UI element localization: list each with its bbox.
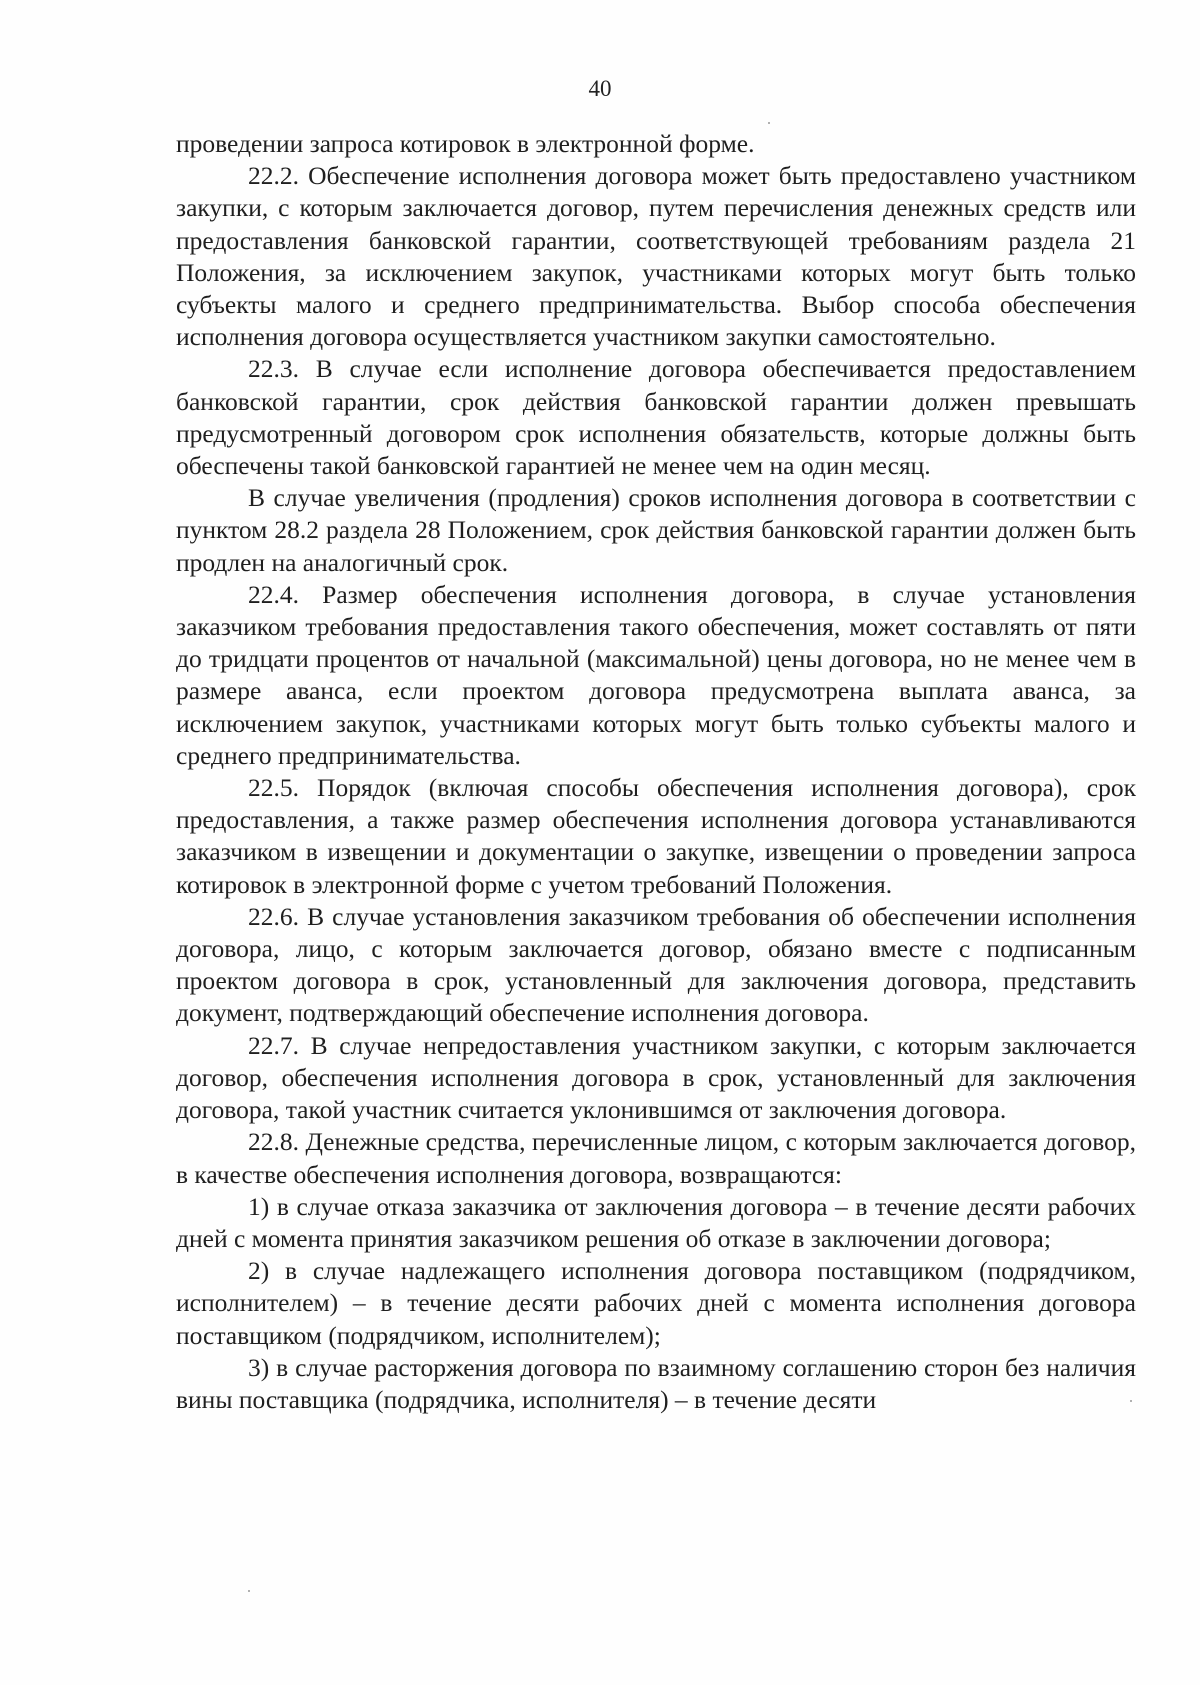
paragraph-22-4: 22.4. Размер обеспечения исполнения договора, в случае установления заказчиком требования предоставления такого обеспечения, может составлять от пяти до тридцати процентов от начальной (максимальной) цены договора, но не менее чем в размере аванса, если проектом договора предусмотрена выплата аванса, за исключением закупок, участниками которых могут быть только субъекты малого и среднего предпринимательства.: [176, 579, 1136, 770]
paragraph-22-5: 22.5. Порядок (включая способы обеспечения исполнения договора), срок предоставления, а также размер обеспечения исполнения договора устанавливаются заказчиком в извещении и документации о закупке, извещении о проведении запроса котировок в электронной форме с учетом требований Положения.: [176, 773, 1136, 899]
paragraph-22-8: 22.8. Денежные средства, перечисленные лицом, с которым заключается договор, в качестве обеспечения исполнения договора, возвращаются:: [176, 1127, 1136, 1189]
page-number: 40: [588, 76, 612, 101]
list-item-1: 1) в случае отказа заказчика от заключения договора – в течение десяти рабочих дней с момента принятия заказчиком решения об отказе в заключении договора;: [176, 1191, 1136, 1253]
paragraph-22-3-extension: В случае увеличения (продления) сроков исполнения договора в соответствии с пунктом 28.2 раздела 28 Положением, срок действия банковской гарантии должен быть продлен на аналогичный срок.: [176, 483, 1136, 577]
document-body: [176, 128, 1136, 1416]
scan-speck: [768, 122, 770, 124]
paragraph-continuation: проведении запроса котировок в электронной форме.: [176, 129, 755, 158]
scan-speck: [248, 1590, 250, 1592]
paragraph-22-6: 22.6. В случае установления заказчиком требования об обеспечении исполнения договора, лицо, с которым заключается договор, обязано вместе с подписанным проектом договора в срок, установленный для заключения договора, представить документ, подтверждающий обеспечение исполнения договора.: [176, 901, 1136, 1028]
paragraph-22-2: 22.2. Обеспечение исполнения договора может быть предоставлено участником закупки, с которым заключается договор, путем перечисления денежных средств или предоставления банковской гарантии, соответствующей требованиям раздела 21 Положения, за исключением закупок, участниками которых могут быть только субъекты малого и среднего предпринимательства. Выбор способа обеспечения исполнения договора осуществляется участником закупки самостоятельно.: [176, 161, 1136, 352]
paragraph-22-3: 22.3. В случае если исполнение договора обеспечивается предоставлением банковской гарантии, срок действия банковской гарантии должен превышать предусмотренный договором срок исполнения обязательств, которые должны быть обеспечены такой банковской гарантией не менее чем на один месяц.: [176, 354, 1136, 481]
scan-speck: [1130, 1400, 1132, 1402]
paragraph-22-7: 22.7. В случае непредоставления участником закупки, с которым заключается договор, обеспечения исполнения договора в срок, установленный для заключения договора, такой участник считается уклонившимся от заключения договора.: [176, 1030, 1136, 1125]
list-item-2: 2) в случае надлежащего исполнения договора поставщиком (подрядчиком, исполнителем) – в течение десяти рабочих дней с момента исполнения договора поставщиком (подрядчиком, исполнителем);: [176, 1256, 1136, 1350]
list-item-3: 3) в случае расторжения договора по взаимному соглашению сторон без наличия вины поставщика (подрядчика, исполнителя) – в течение десяти: [176, 1352, 1136, 1414]
